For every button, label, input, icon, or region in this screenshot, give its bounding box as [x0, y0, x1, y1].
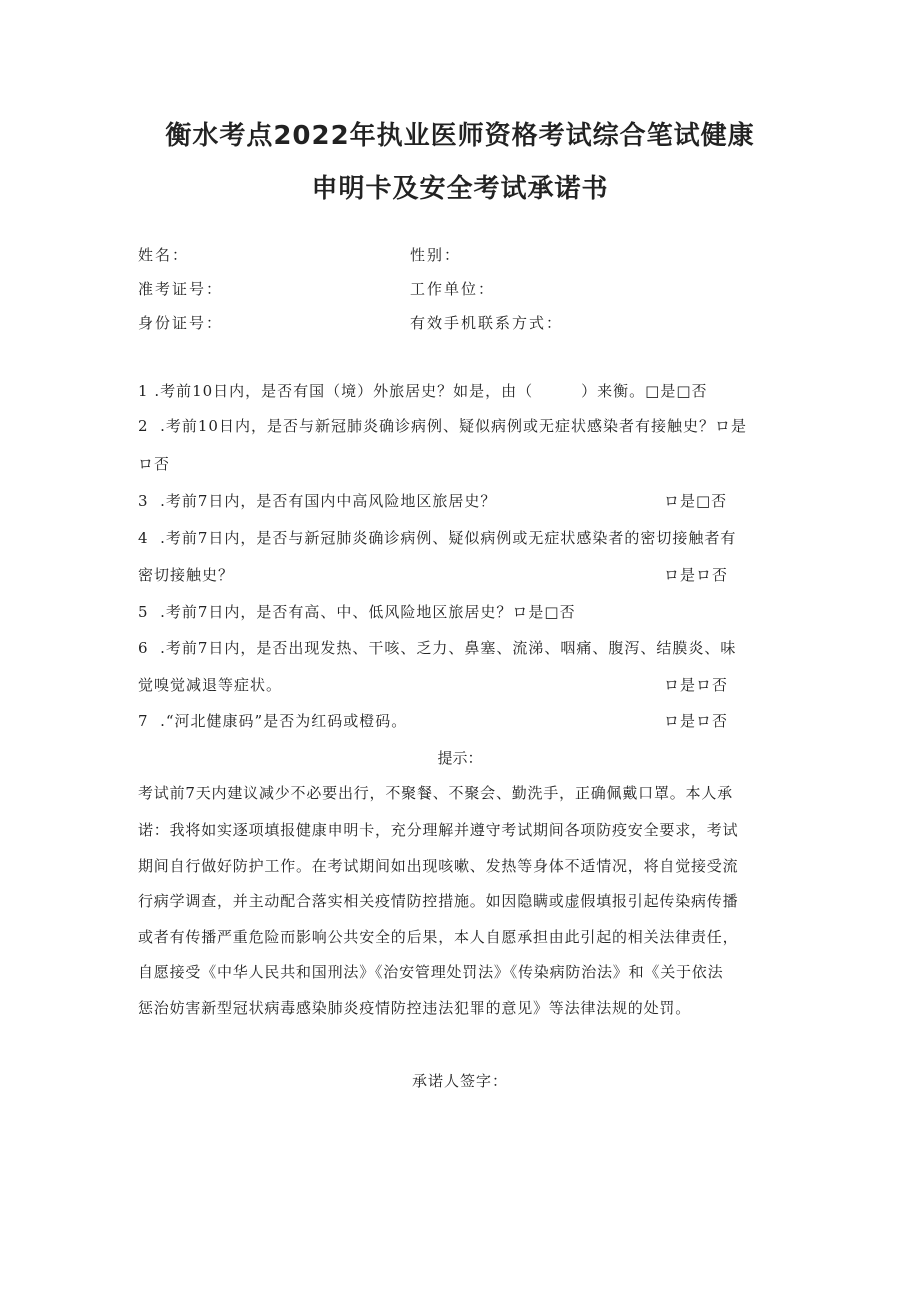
document-title-line-1: 衡水考点2022年执业医师资格考试综合笔试健康	[165, 121, 755, 151]
question-text: .考前7日内，是否有国内中高风险地区旅居史？	[160, 492, 497, 510]
signature-label: 承诺人签字：	[411, 1072, 508, 1090]
question-text: .考前7日内，是否与新冠肺炎确诊病例、疑似病例或无症状感染者的密切接触者有	[160, 529, 737, 547]
document-title-line-2: 申明卡及安全考试承诺书	[311, 174, 609, 204]
question-item	[138, 416, 747, 436]
question-number: 7	[138, 712, 149, 730]
question-options: ロ是ロ否	[664, 566, 729, 584]
notice-line: 行病学调查，并主动配合落实相关疫情防控措施。如因隐瞒或虚假填报引起传染病传播	[138, 892, 739, 910]
question-text: .考前7日内，是否有高、中、低风险地区旅居史？ロ是□否	[160, 603, 576, 621]
question-number: 4	[138, 529, 149, 547]
phone-field-label: 有效手机联系方式：	[410, 314, 564, 332]
question-item	[138, 638, 736, 658]
question-continuation: 密切接触史？	[138, 566, 235, 584]
notice-line: 或者有传播严重危险而影响公共安全的后果，本人自愿承担由此引起的相关法律责任，	[138, 928, 739, 946]
id-number-field-label: 身份证号：	[138, 314, 224, 332]
exam-number-field-label: 准考证号：	[138, 280, 224, 298]
question-continuation: 觉嗅觉减退等症状。	[138, 676, 283, 694]
notice-line: 考试前7天内建议减少不必要出行，不聚餐、不聚会、勤洗手，正确佩戴口罩。本人承	[138, 784, 733, 802]
notice-line: 自愿接受《中华人民共和国刑法》《治安管理处罚法》《传染病防治法》和《关于依法	[138, 963, 724, 981]
question-text: .考前10日内，是否与新冠肺炎确诊病例、疑似病例或无症状感染者有接触史？ロ是	[160, 417, 747, 435]
notice-line: 惩治妨害新型冠状病毒感染肺炎疫情防控违法犯罪的意见》等法律法规的处罚。	[138, 999, 692, 1017]
question-number: 1	[138, 382, 149, 400]
notice-line: 诺：我将如实逐项填报健康申明卡，充分理解并遵守考试期间各项防疫安全要求，考试	[138, 821, 739, 839]
question-options: ロ是ロ否	[664, 712, 729, 730]
question-text: .考前10日内，是否有国（境）外旅居史？如是，由（ ）来衡。□是□否	[154, 382, 708, 400]
question-options: ロ是□否	[664, 492, 728, 510]
name-field-label: 姓名：	[138, 246, 190, 264]
question-number: 6	[138, 639, 149, 657]
question-options: ロ是ロ否	[664, 676, 729, 694]
question-number: 2	[138, 417, 149, 435]
question-number: 5	[138, 603, 149, 621]
question-item	[138, 602, 576, 622]
gender-field-label: 性别：	[410, 246, 462, 264]
question-continuation: ロ否	[138, 455, 171, 473]
question-item	[138, 528, 736, 548]
question-item	[138, 711, 407, 731]
question-text: .考前7日内，是否出现发热、干咳、乏力、鼻塞、流涕、咽痛、腹泻、结膜炎、味	[160, 639, 737, 657]
question-item	[138, 491, 496, 511]
question-number: 3	[138, 492, 149, 510]
notice-heading: 提示：	[437, 749, 483, 767]
notice-line: 期间自行做好防护工作。在考试期间如出现咳嗽、发热等身体不适情况，将自觉接受流	[138, 857, 739, 875]
question-text: .“河北健康码”是否为红码或橙码。	[160, 712, 408, 730]
employer-field-label: 工作单位：	[410, 280, 496, 298]
question-item	[138, 381, 708, 401]
